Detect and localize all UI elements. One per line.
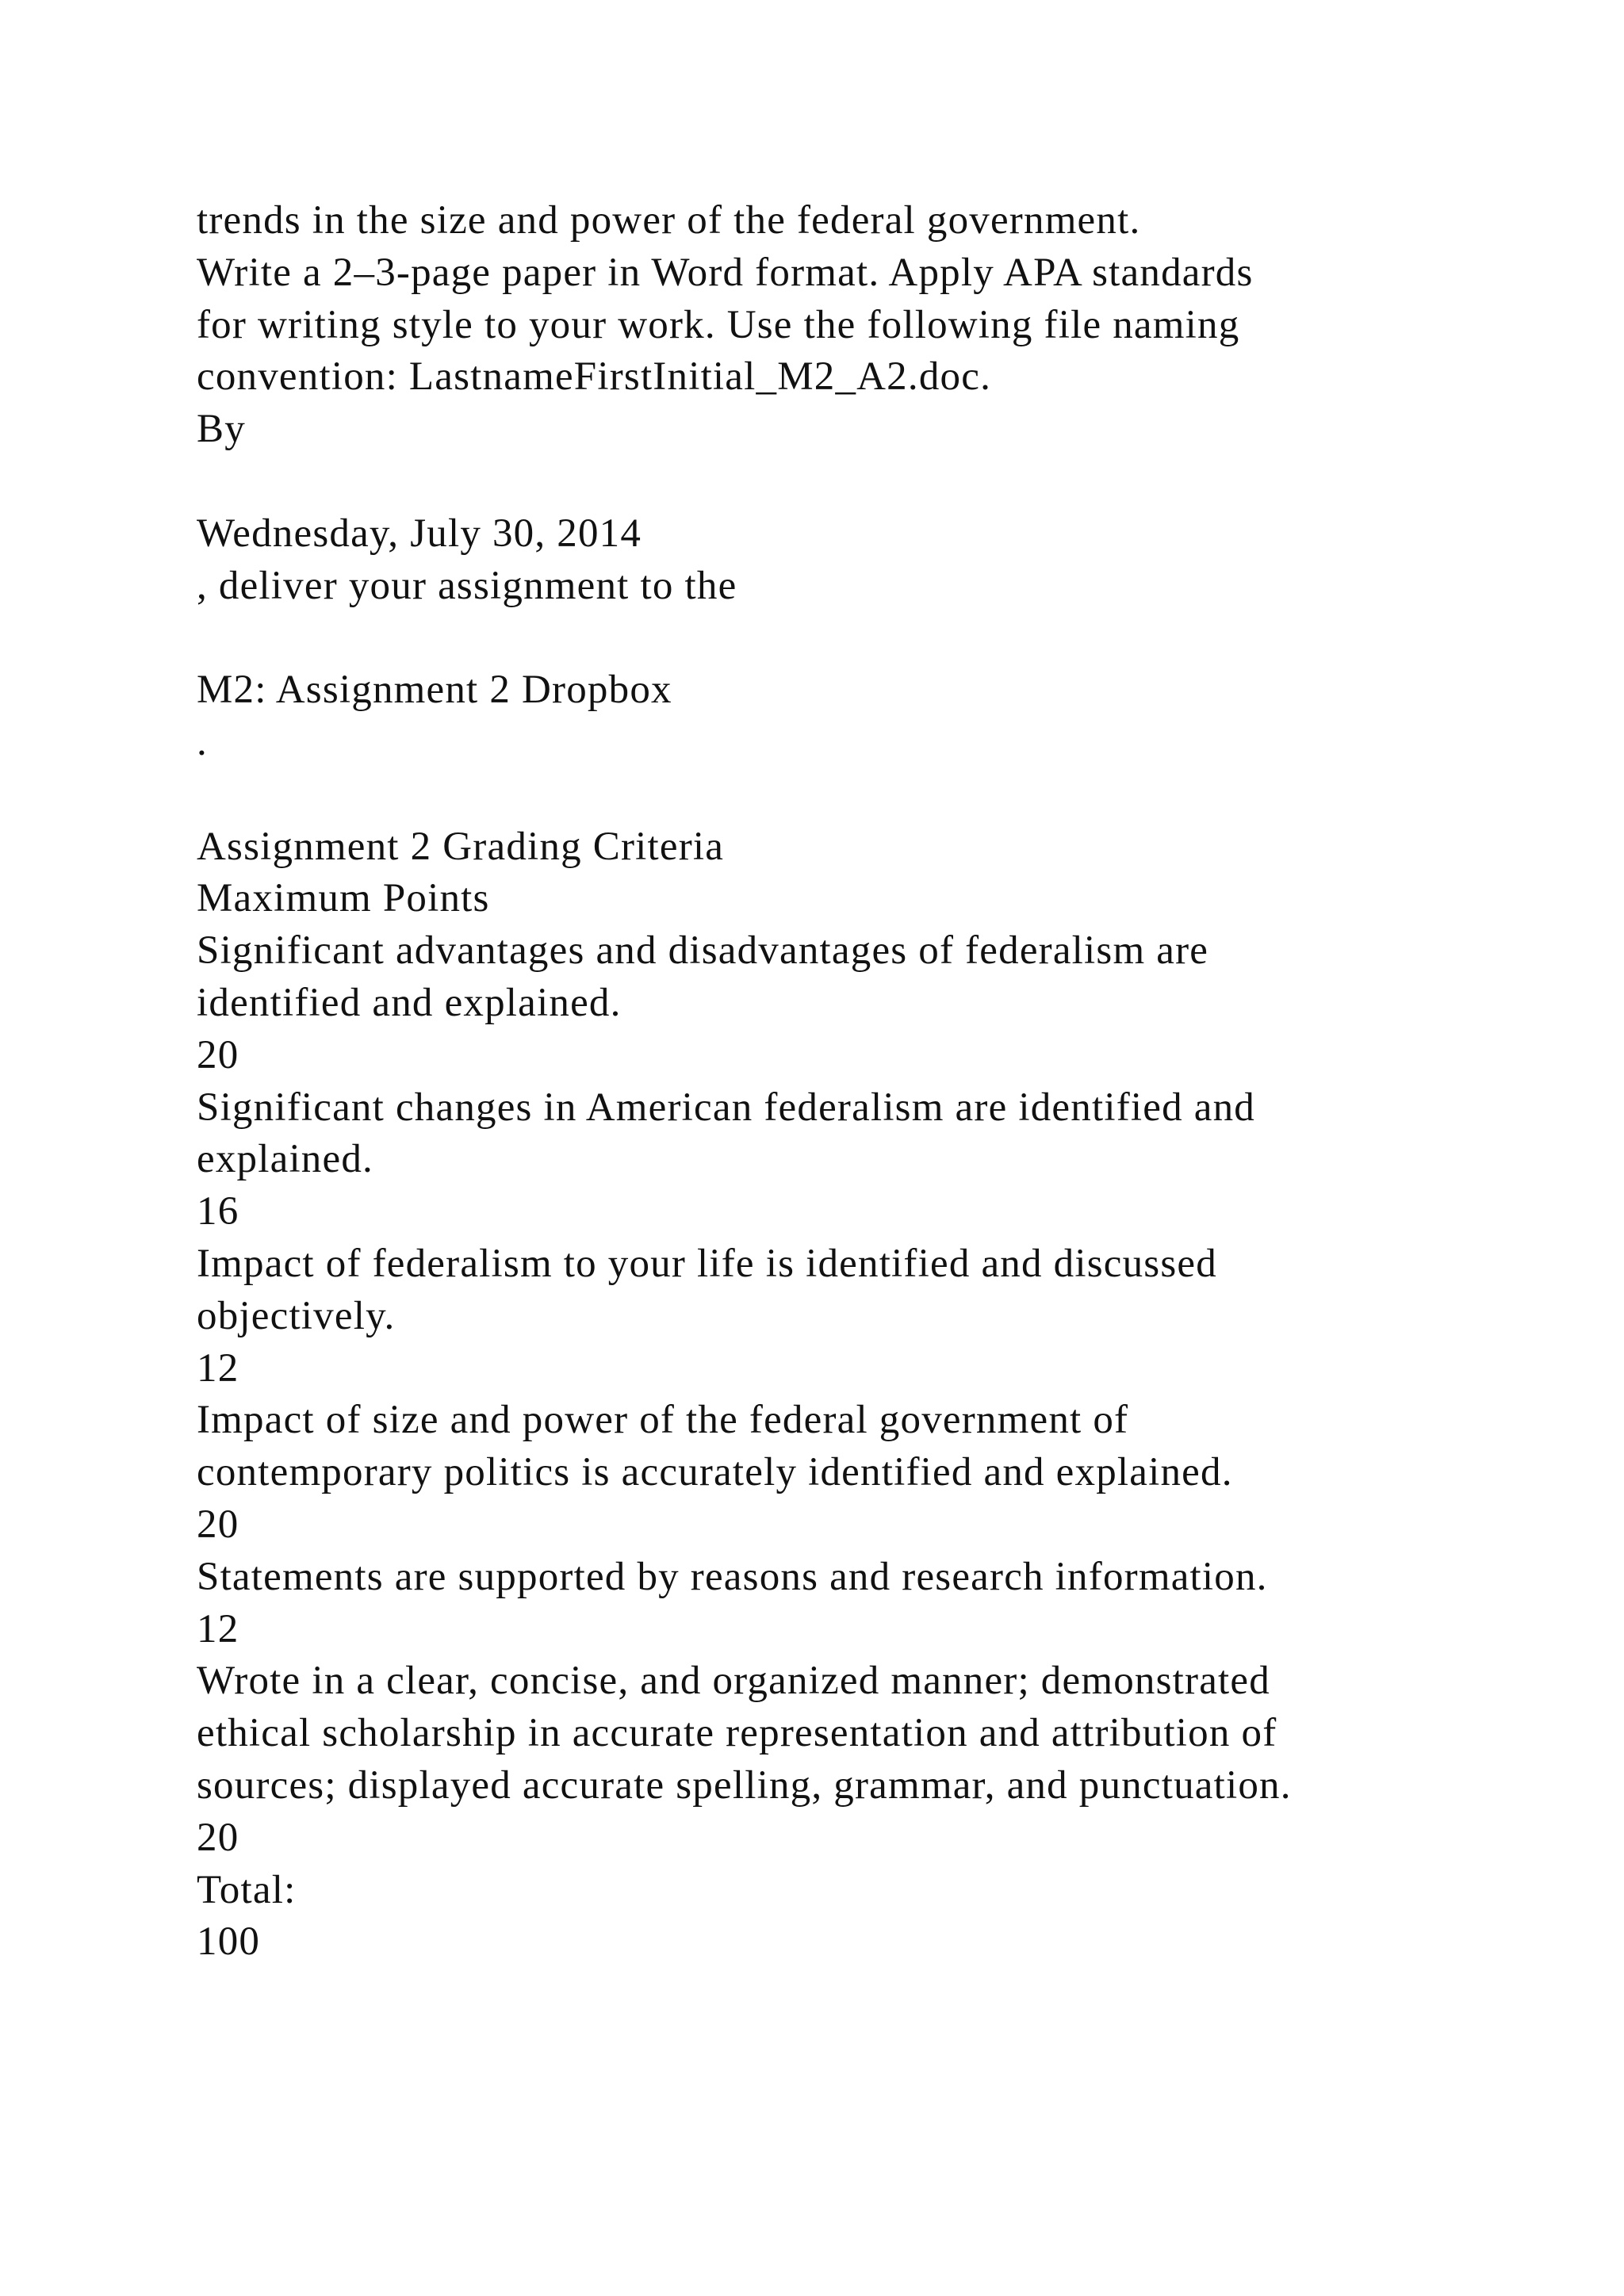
criterion-text: ethical scholarship in accurate representation and attribution of [197, 1711, 1277, 1756]
criterion-text: contemporary politics is accurately identified and explained. [197, 1450, 1233, 1495]
criterion-row [197, 1082, 1497, 1238]
period-mark: . [197, 719, 208, 764]
criterion-text: Impact of size and power of the federal government of [197, 1398, 1129, 1443]
criterion-points: 16 [197, 1189, 239, 1234]
body-text-line: trends in the size and power of the federal government. [197, 198, 1141, 243]
criterion-row [197, 925, 1497, 1081]
body-text-line: By [197, 407, 246, 452]
criterion-text: Statements are supported by reasons and research information. [197, 1554, 1268, 1599]
criterion-text: Impact of federalism to your life is identified and discussed [197, 1241, 1217, 1286]
criterion-row [197, 1655, 1497, 1864]
dropbox-name: M2: Assignment 2 Dropbox [197, 668, 672, 713]
criterion-text: Significant changes in American federalism are identified and [197, 1085, 1255, 1130]
total-label: Total: [197, 1867, 297, 1912]
points-header: Maximum Points [197, 876, 490, 921]
body-text-line: Write a 2–3-page paper in Word format. Apply APA standards [197, 250, 1254, 295]
criterion-text: identified and explained. [197, 980, 622, 1025]
deliver-instruction: , deliver your assignment to the [197, 563, 737, 608]
criterion-points: 12 [197, 1345, 239, 1391]
body-text-line: convention: LastnameFirstInitial_M2_A2.doc. [197, 354, 992, 400]
grading-title: Assignment 2 Grading Criteria [197, 824, 725, 869]
total-value: 100 [197, 1919, 261, 1965]
criterion-row [197, 1552, 1497, 1656]
criterion-text: Significant advantages and disadvantages of federalism are [197, 928, 1209, 974]
total-row [197, 1865, 1497, 1969]
criterion-points: 20 [197, 1032, 239, 1077]
blank-line [197, 769, 1497, 821]
criterion-points: 20 [197, 1815, 239, 1860]
criterion-text: explained. [197, 1137, 373, 1182]
body-text-line: for writing style to your work. Use the following file naming [197, 302, 1240, 347]
document-body [197, 195, 1497, 1969]
criterion-text: objectively. [197, 1293, 396, 1338]
criterion-points: 20 [197, 1502, 239, 1547]
criterion-text: sources; displayed accurate spelling, grammar, and punctuation. [197, 1762, 1292, 1808]
blank-line [197, 612, 1497, 664]
criterion-text: Wrote in a clear, concise, and organized manner; demonstrated [197, 1659, 1270, 1704]
criterion-row [197, 1395, 1497, 1551]
due-date: Wednesday, July 30, 2014 [197, 511, 642, 556]
criterion-points: 12 [197, 1606, 239, 1651]
criterion-row [197, 1238, 1497, 1395]
blank-line [197, 456, 1497, 508]
grading-criteria-table [197, 821, 1497, 1969]
